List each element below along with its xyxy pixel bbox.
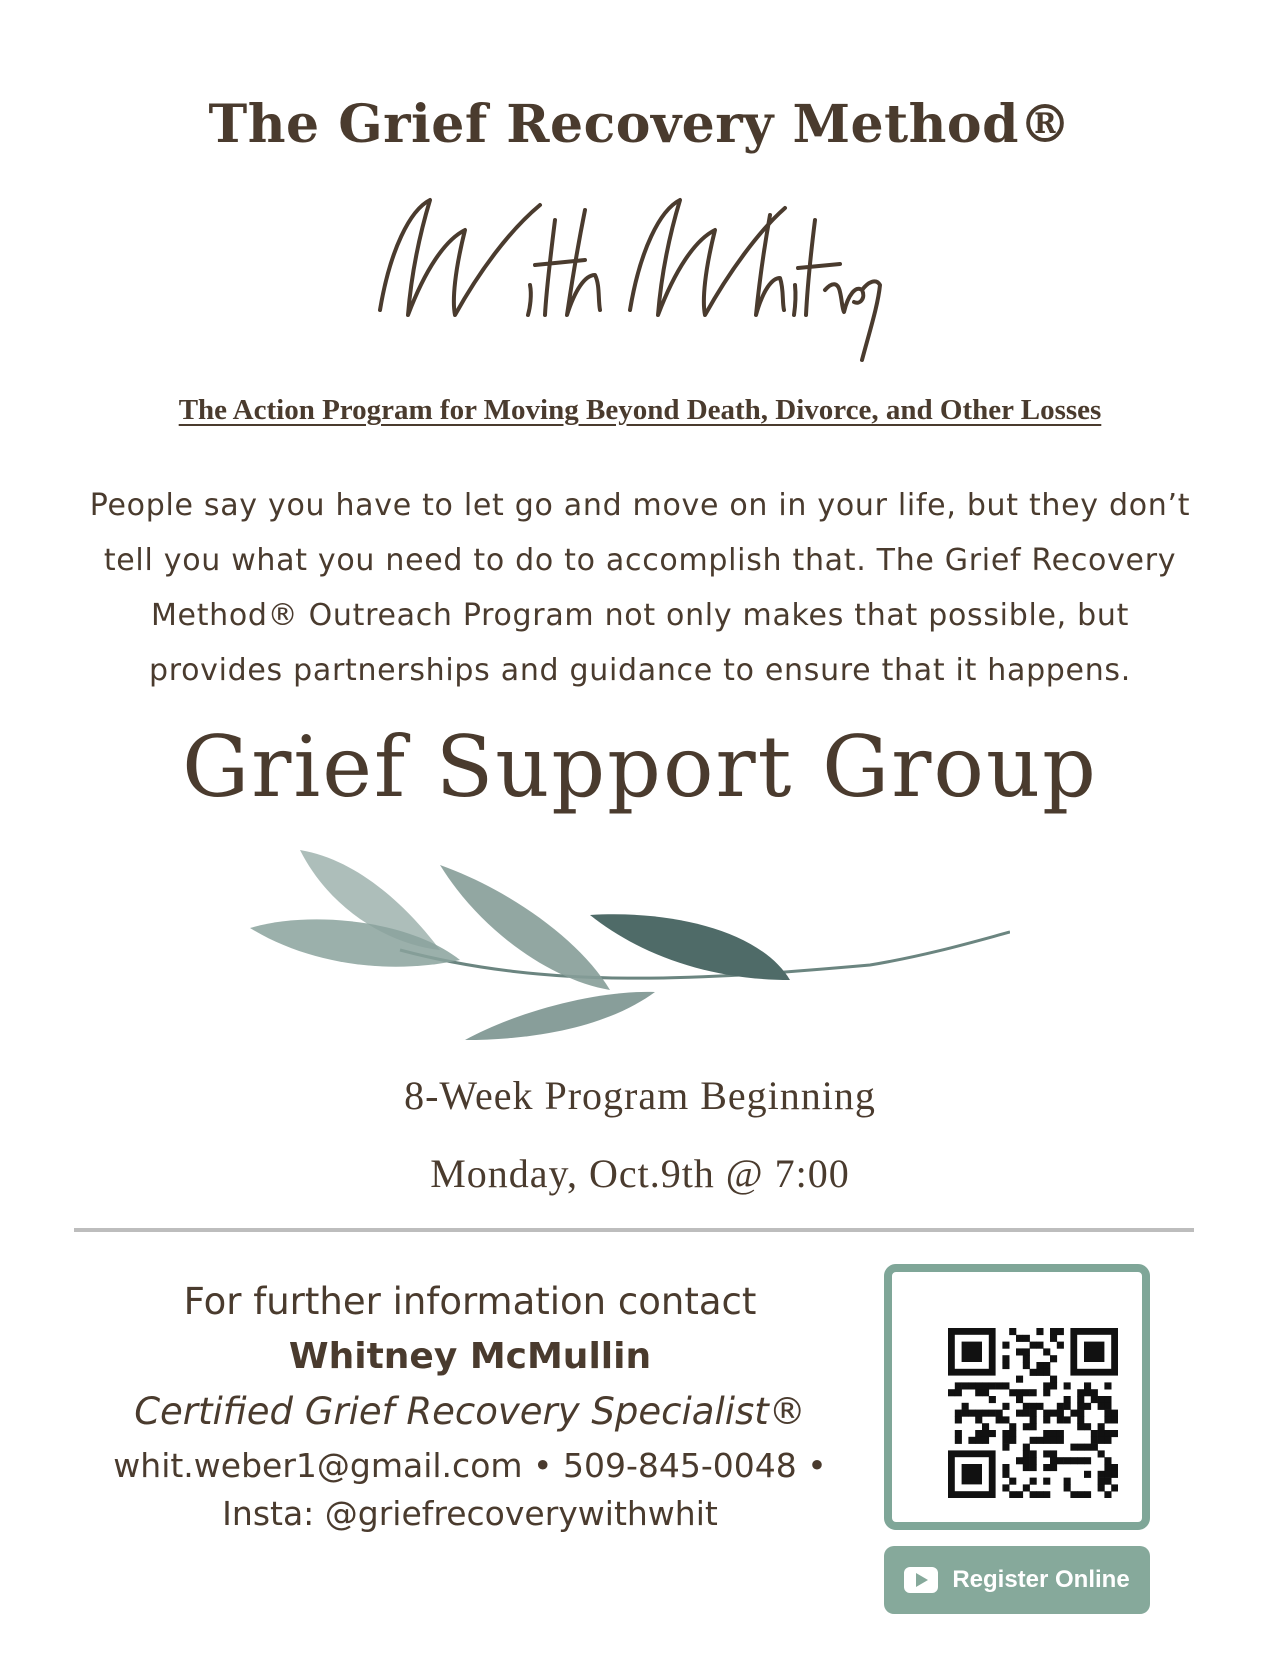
main-title: The Grief Recovery Method® xyxy=(208,94,1072,155)
program-line: 8-Week Program Beginning xyxy=(404,1073,876,1118)
leaf-2 xyxy=(250,919,460,966)
script-name-art xyxy=(370,190,890,370)
subtitle: The Action Program for Moving Beyond Death, Divorce, and Other Losses xyxy=(178,394,1102,426)
leaf-branch-illustration xyxy=(250,840,1010,1060)
date-line: Monday, Oct.9th @ 7:00 xyxy=(430,1151,850,1196)
register-online-button[interactable] xyxy=(884,1546,1150,1614)
leaf-5 xyxy=(465,992,655,1040)
qr-code-frame[interactable] xyxy=(884,1264,1150,1530)
register-online-label: Register Online xyxy=(952,1566,1130,1593)
contact-name: Whitney McMullin xyxy=(288,1336,652,1377)
contact-email-phone: whit.weber1@gmail.com • 509-845-0048 • xyxy=(113,1446,827,1485)
contact-role: Certified Grief Recovery Specialist® xyxy=(134,1390,806,1433)
intro-paragraph: People say you have to let go and move on in your life, but they don’t tell you what you need to do to accomplish that. The Grief Recovery Method® Outreach Program not only makes that possible, but provides partnerships and guidance to ensure that it happens. xyxy=(89,488,1191,688)
group-title: Grief Support Group xyxy=(182,718,1098,816)
qr-code-icon xyxy=(948,1328,1118,1498)
leaf-4 xyxy=(590,914,790,980)
contact-instagram: Insta: @griefrecoverywithwhit xyxy=(222,1494,718,1533)
play-icon xyxy=(904,1567,938,1593)
contact-lead: For further information contact xyxy=(183,1280,757,1323)
divider xyxy=(74,1228,1194,1232)
